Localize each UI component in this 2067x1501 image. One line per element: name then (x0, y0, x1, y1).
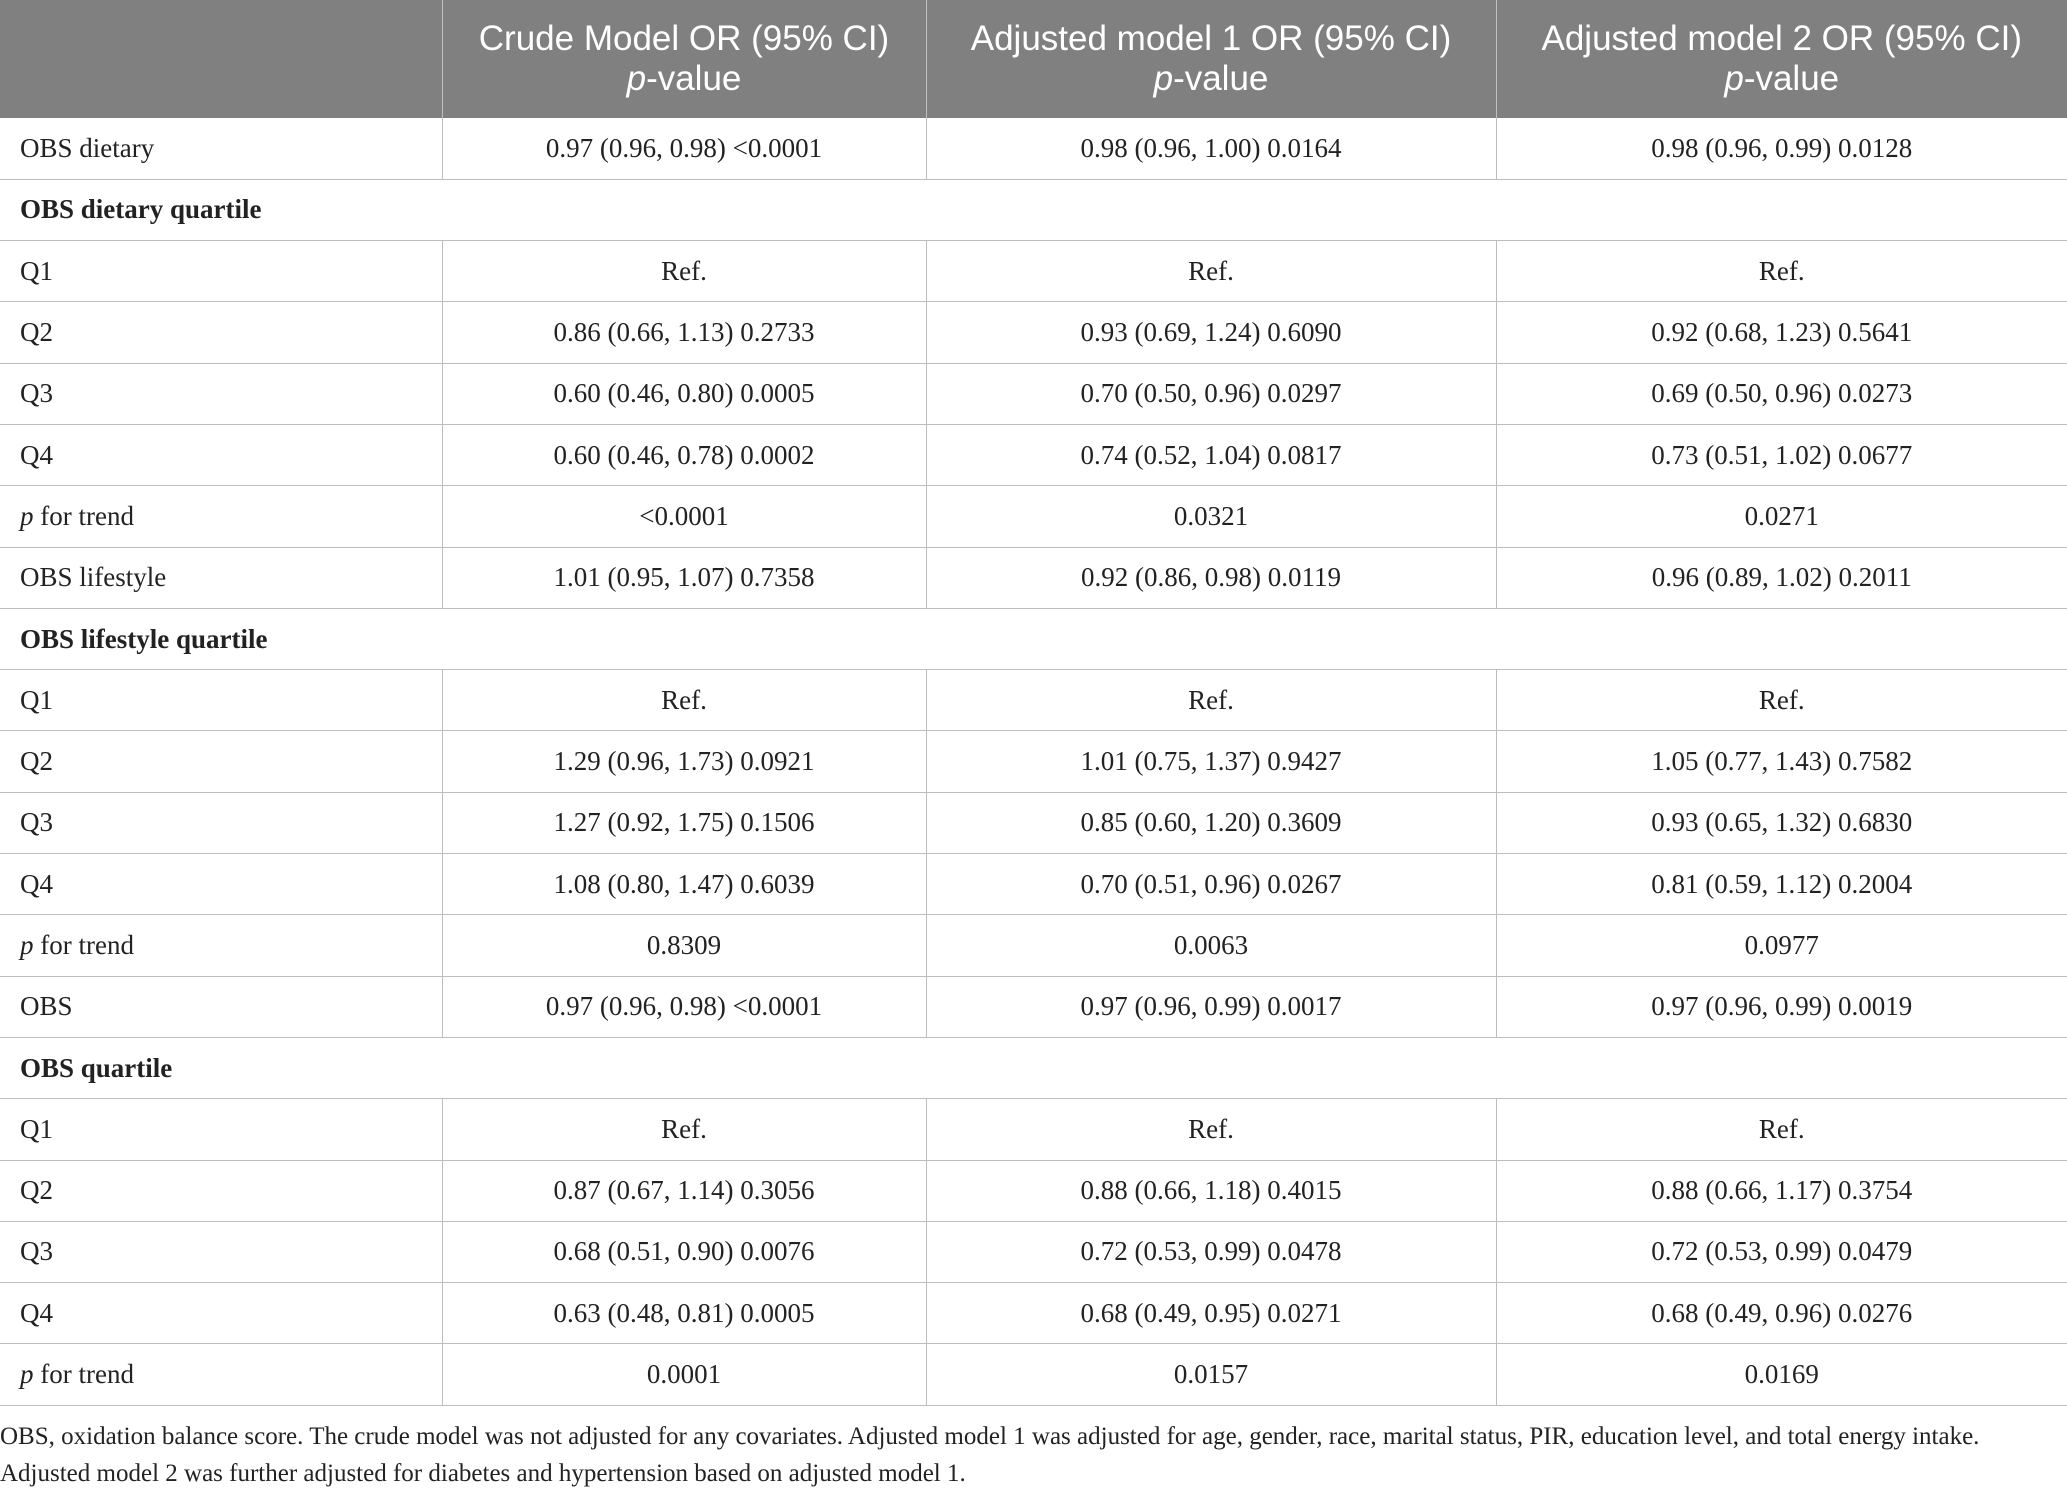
cell-crude: 1.27 (0.92, 1.75) 0.1506 (442, 792, 926, 853)
table-row (0, 547, 2067, 608)
cell-adjusted-1: 0.92 (0.86, 0.98) 0.0119 (926, 547, 1496, 608)
cell-adjusted-1: 0.0157 (926, 1344, 1496, 1405)
cell-crude: 0.87 (0.67, 1.14) 0.3056 (442, 1160, 926, 1221)
cell-crude: Ref. (442, 241, 926, 302)
row-label: Q1 (0, 670, 442, 731)
row-label: Q3 (0, 1221, 442, 1282)
header-cell-crude (442, 0, 926, 118)
row-label (0, 1344, 442, 1405)
cell-crude: 0.97 (0.96, 0.98) <0.0001 (442, 976, 926, 1037)
cell-adjusted-2: 0.0977 (1496, 915, 2067, 976)
cell-adjusted-2: 0.73 (0.51, 1.02) 0.0677 (1496, 424, 2067, 485)
section-row (0, 608, 2067, 669)
cell-crude: 0.97 (0.96, 0.98) <0.0001 (442, 118, 926, 179)
row-label: OBS dietary (0, 118, 442, 179)
cell-adjusted-2: 0.93 (0.65, 1.32) 0.6830 (1496, 792, 2067, 853)
header-adj2-p: p (1724, 59, 1744, 98)
cell-adjusted-1: Ref. (926, 1099, 1496, 1160)
section-row (0, 1037, 2067, 1098)
cell-adjusted-2: 0.69 (0.50, 0.96) 0.0273 (1496, 363, 2067, 424)
row-label: Q2 (0, 302, 442, 363)
table-row (0, 1344, 2067, 1405)
header-cell-adjusted-1 (926, 0, 1496, 118)
table-row (0, 424, 2067, 485)
row-label (0, 915, 442, 976)
cell-crude: 0.0001 (442, 1344, 926, 1405)
table-row (0, 1283, 2067, 1344)
header-crude-rest: -value (646, 59, 742, 98)
table-footnote: OBS, oxidation balance score. The crude model was not adjusted for any covariates. Adjusted model 1 was adjusted for age, gender, race, marital status, PIR, education level, and total energy intake. Adjusted model 2 was further adjusted for diabetes and hypertension based on adjusted model 1. (0, 1423, 1980, 1487)
header-crude-p: p (626, 59, 647, 98)
cell-crude: Ref. (442, 1099, 926, 1160)
cell-adjusted-1: 0.97 (0.96, 0.99) 0.0017 (926, 976, 1496, 1037)
cell-adjusted-2: 0.92 (0.68, 1.23) 0.5641 (1496, 302, 2067, 363)
cell-adjusted-1: 0.72 (0.53, 0.99) 0.0478 (926, 1221, 1496, 1282)
table-row (0, 731, 2067, 792)
cell-adjusted-1: 1.01 (0.75, 1.37) 0.9427 (926, 731, 1496, 792)
cell-adjusted-2: 0.97 (0.96, 0.99) 0.0019 (1496, 976, 2067, 1037)
cell-adjusted-2: 0.68 (0.49, 0.96) 0.0276 (1496, 1283, 2067, 1344)
row-label (0, 486, 442, 547)
cell-crude: 1.29 (0.96, 1.73) 0.0921 (442, 731, 926, 792)
cell-adjusted-2: Ref. (1496, 670, 2067, 731)
cell-crude: 0.63 (0.48, 0.81) 0.0005 (442, 1283, 926, 1344)
header-adj2-line1: Adjusted model 2 OR (95% CI) (1541, 19, 2022, 58)
header-row (0, 0, 2067, 118)
table-body (0, 118, 2067, 1405)
cell-crude: Ref. (442, 670, 926, 731)
cell-adjusted-1: 0.68 (0.49, 0.95) 0.0271 (926, 1283, 1496, 1344)
header-crude-line1: Crude Model OR (95% CI) (478, 19, 890, 58)
table-row (0, 976, 2067, 1037)
cell-adjusted-1: 0.88 (0.66, 1.18) 0.4015 (926, 1160, 1496, 1221)
header-cell-empty (0, 0, 442, 118)
table-row (0, 915, 2067, 976)
cell-crude: 0.68 (0.51, 0.90) 0.0076 (442, 1221, 926, 1282)
cell-adjusted-2: 0.0169 (1496, 1344, 2067, 1405)
row-label-rest: for trend (33, 500, 134, 531)
cell-adjusted-1: 0.70 (0.50, 0.96) 0.0297 (926, 363, 1496, 424)
cell-crude: 1.08 (0.80, 1.47) 0.6039 (442, 854, 926, 915)
table-row (0, 241, 2067, 302)
section-heading: OBS lifestyle quartile (0, 608, 2067, 669)
row-label-italic: p (20, 1359, 34, 1390)
header-adj1-rest: -value (1173, 59, 1269, 98)
row-label: Q2 (0, 1160, 442, 1221)
row-label: Q1 (0, 1099, 442, 1160)
row-label: OBS (0, 976, 442, 1037)
header-adj2-rest: -value (1743, 59, 1840, 98)
cell-adjusted-2: 0.88 (0.66, 1.17) 0.3754 (1496, 1160, 2067, 1221)
section-heading: OBS quartile (0, 1037, 2067, 1098)
table-row (0, 486, 2067, 547)
cell-adjusted-1: 0.0063 (926, 915, 1496, 976)
table-row (0, 1099, 2067, 1160)
row-label: Q4 (0, 424, 442, 485)
row-label-rest: for trend (33, 930, 134, 960)
cell-crude: 0.8309 (442, 915, 926, 976)
cell-adjusted-2: 0.0271 (1496, 486, 2067, 547)
header-cell-adjusted-2 (1496, 0, 2067, 118)
cell-adjusted-1: Ref. (926, 670, 1496, 731)
cell-crude: <0.0001 (442, 486, 926, 547)
header-adj1-p: p (1153, 59, 1174, 98)
row-label: OBS lifestyle (0, 547, 442, 608)
table-header (0, 0, 2067, 118)
row-label-rest: for trend (33, 1359, 134, 1390)
section-row (0, 179, 2067, 240)
table-row (0, 363, 2067, 424)
table-row (0, 118, 2067, 179)
row-label-italic: p (20, 500, 34, 531)
row-label: Q4 (0, 1283, 442, 1344)
cell-adjusted-1: 0.93 (0.69, 1.24) 0.6090 (926, 302, 1496, 363)
table-row (0, 792, 2067, 853)
cell-adjusted-2: 1.05 (0.77, 1.43) 0.7582 (1496, 731, 2067, 792)
cell-adjusted-2: 0.81 (0.59, 1.12) 0.2004 (1496, 854, 2067, 915)
cell-adjusted-1: Ref. (926, 241, 1496, 302)
cell-crude: 0.60 (0.46, 0.78) 0.0002 (442, 424, 926, 485)
row-label: Q3 (0, 792, 442, 853)
cell-adjusted-2: 0.98 (0.96, 0.99) 0.0128 (1496, 118, 2067, 179)
cell-adjusted-1: 0.0321 (926, 486, 1496, 547)
section-heading: OBS dietary quartile (0, 179, 2067, 240)
cell-adjusted-1: 0.70 (0.51, 0.96) 0.0267 (926, 854, 1496, 915)
cell-crude: 0.60 (0.46, 0.80) 0.0005 (442, 363, 926, 424)
row-label: Q2 (0, 731, 442, 792)
cell-adjusted-2: Ref. (1496, 241, 2067, 302)
cell-adjusted-1: 0.85 (0.60, 1.20) 0.3609 (926, 792, 1496, 853)
row-label: Q1 (0, 241, 442, 302)
table-row (0, 1160, 2067, 1221)
row-label-italic: p (20, 930, 34, 960)
table-row (0, 302, 2067, 363)
table-row (0, 1221, 2067, 1282)
cell-adjusted-2: 0.96 (0.89, 1.02) 0.2011 (1496, 547, 2067, 608)
row-label: Q4 (0, 854, 442, 915)
cell-adjusted-2: Ref. (1496, 1099, 2067, 1160)
row-label: Q3 (0, 363, 442, 424)
table-row (0, 670, 2067, 731)
cell-adjusted-1: 0.98 (0.96, 1.00) 0.0164 (926, 118, 1496, 179)
header-adj1-line1: Adjusted model 1 OR (95% CI) (970, 19, 1452, 58)
table-row (0, 854, 2067, 915)
cell-adjusted-2: 0.72 (0.53, 0.99) 0.0479 (1496, 1221, 2067, 1282)
cell-crude: 1.01 (0.95, 1.07) 0.7358 (442, 547, 926, 608)
cell-crude: 0.86 (0.66, 1.13) 0.2733 (442, 302, 926, 363)
cell-adjusted-1: 0.74 (0.52, 1.04) 0.0817 (926, 424, 1496, 485)
